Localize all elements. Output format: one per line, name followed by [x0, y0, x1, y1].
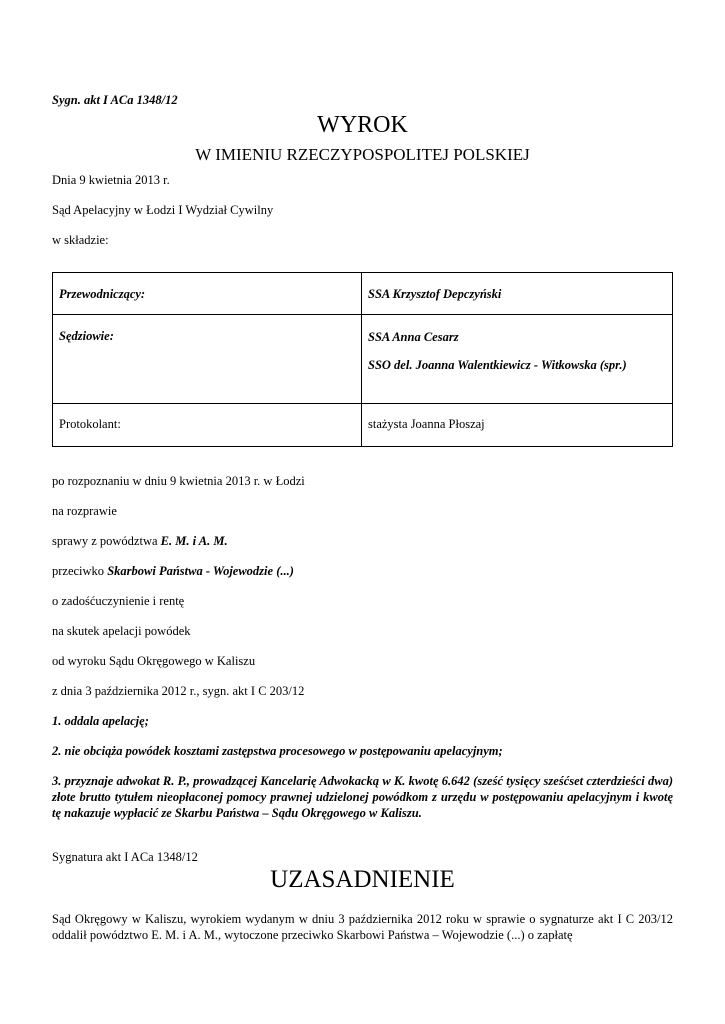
- justification-title: UZASADNIENIE: [270, 866, 455, 893]
- hearing-line: po rozpoznaniu w dniu 9 kwietnia 2013 r. w Łodzi: [52, 474, 305, 488]
- panel-row-chair: [53, 273, 673, 315]
- judge-2: SSO del. Joanna Walentkiewicz - Witkowska (spr.): [368, 358, 627, 372]
- clerk-label: Protokolant:: [53, 404, 362, 447]
- judge-1: SSA Anna Cesarz: [368, 330, 459, 344]
- ruling-3: 3. przyznaje adwokat R. P., prowadzącej Kancelarię Adwokacką w K. kwotę 6.642 (sześć tysięcy sześćset czterdzieści dwa) złote brutto tytułem nieopłaconej pomocy prawnej udzielonej powódkom z urzędu w postępowaniu apelacyjnym i kwotę tę nakazuje wypłacić ze Skarbu Państwa – Sądu Okręgowego w Kaliszu.: [52, 774, 673, 820]
- ruling-1: 1. oddala apelację;: [52, 714, 149, 728]
- date-line: Dnia 9 kwietnia 2013 r.: [52, 173, 170, 187]
- case-signature-header: Sygn. akt I ACa 1348/12: [52, 93, 178, 107]
- chair-value: SSA Krzysztof Depczyński: [362, 273, 673, 315]
- justification-text: Sąd Okręgowy w Kaliszu, wyrokiem wydanym w dniu 3 października 2012 roku w sprawie o sygnaturze akt I C 203/12 oddalił powództwo E. M. i A. M., wytoczone przeciwko Skarbowi Państwa – Wojewodzie (...) o zapłatę: [52, 912, 673, 942]
- composition-line: w składzie:: [52, 233, 109, 247]
- document-title: WYROK: [317, 112, 408, 138]
- trial-line: na rozprawie: [52, 504, 117, 518]
- clerk-value: stażysta Joanna Płoszaj: [362, 404, 673, 447]
- appeal-line: na skutek apelacji powódek: [52, 624, 191, 638]
- panel-row-judges: [53, 315, 673, 404]
- judges-value: [362, 315, 673, 404]
- case-signature-footer: Sygnatura akt I ACa 1348/12: [52, 850, 198, 864]
- panel-table: [52, 272, 673, 447]
- document-subtitle: W IMIENIU RZECZYPOSPOLITEJ POLSKIEJ: [195, 145, 530, 164]
- judges-label: Sędziowie:: [53, 315, 362, 404]
- judgment-date-line: z dnia 3 października 2012 r., sygn. akt I C 203/12: [52, 684, 305, 698]
- chair-label: Przewodniczący:: [53, 273, 362, 315]
- judgment-source-line: od wyroku Sądu Okręgowego w Kaliszu: [52, 654, 256, 668]
- court-line: Sąd Apelacyjny w Łodzi I Wydział Cywilny: [52, 203, 274, 217]
- ruling-2: 2. nie obciąża powódek kosztami zastępstwa procesowego w postępowaniu apelacyjnym;: [52, 744, 503, 758]
- claimants-line: sprawy z powództwa E. M. i A. M.: [52, 534, 228, 548]
- panel-row-clerk: [53, 404, 673, 447]
- defendant-line: przeciwko Skarbowi Państwa - Wojewodzie (...): [52, 564, 294, 578]
- subject-line: o zadośćuczynienie i rentę: [52, 594, 185, 608]
